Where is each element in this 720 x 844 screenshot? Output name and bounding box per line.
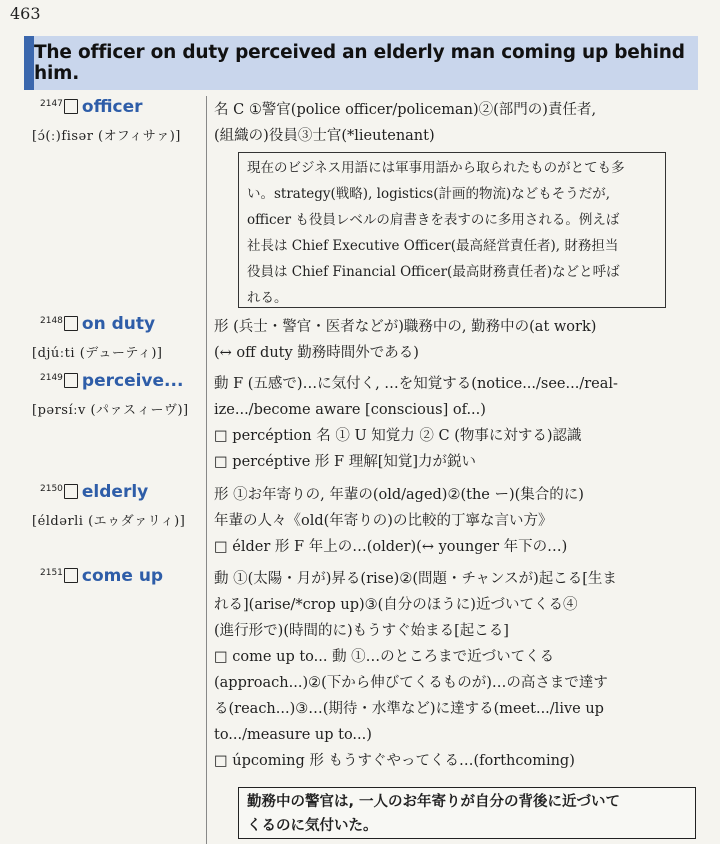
definition-elderly [214,482,668,560]
pronunciation: [éldərli (エゥダァリィ)] [32,514,186,529]
definition-line: る(reach...)③…(期待・水準など)に達する(meet.../live up [214,701,604,717]
headword: officer [81,97,143,117]
checkbox-icon[interactable] [64,373,78,388]
headword-come-up [40,566,163,586]
headword: come up [81,566,164,586]
definition-line: ize.../become aware [conscious] of...) [214,402,486,418]
checkbox-icon[interactable] [64,484,78,499]
checkbox-icon[interactable] [64,316,78,331]
translation-box [238,787,696,839]
definition-line: 年輩の人々《old(年寄りの)の比較的丁寧な言い方》 [214,513,553,529]
headword-perceive [40,371,183,391]
definition-line: 動 F (五感で)…に気付く, …を知覚する(notice.../see.../real- [214,376,618,392]
headword: perceive... [81,371,184,391]
headword-officer [40,97,143,117]
entry-number: 2147 [40,99,63,109]
note-line: れる。 [247,290,288,306]
definition-line: to.../measure up to...) [214,727,372,743]
definition-officer [214,97,668,149]
definition-line: れる](arise/*crop up)③(自分のほうに)近づいてくる④ [214,597,578,613]
note-line: い。strategy(戦略), logistics(計画的物流)などもそうだが, [247,186,611,202]
definition-line: 名 C ①警官(police officer/policeman)②(部門の)責任者, [214,102,597,118]
usage-note-box [238,152,666,308]
derivative-line: □ percéptive 形 F 理解[知覚]力が鋭い [214,454,477,470]
note-line: 現在のビジネス用語には軍事用語から取られたものがとても多 [247,160,625,176]
derivative-line: □ élder 形 F 年上の…(older)(↔ younger 年下の…) [214,539,568,555]
page-number: 463 [10,4,41,23]
definition-line: (↔ off duty 勤務時間外である) [214,345,419,361]
translation-line: 勤務中の警官は, 一人のお年寄りが自分の背後に近づいて [247,794,621,810]
entry-number: 2149 [40,373,63,383]
pronunciation: [pərsíːv (パァスィーヴ)] [32,403,189,418]
note-line: officer も役員レベルの肩書きを表すのに多用される。例えば [247,212,620,228]
definition-line: (進行形で)(時間的に)もうすぐ始まる[起こる] [214,623,509,639]
note-line: 社長は Chief Executive Officer(最高経営責任者), 財務担当 [247,238,619,254]
definition-line: 形 (兵士・警官・医者などが)職務中の, 勤務中の(at work) [214,319,597,335]
pronunciation: [djúːti (デューティ)] [32,346,163,361]
definition-line: 動 ①(太陽・月が)昇る(rise)②(問題・チャンスが)起こる[生ま [214,571,617,587]
headword-on-duty [40,314,155,334]
checkbox-icon[interactable] [64,99,78,114]
definition-come-up [214,566,668,774]
entry-number: 2148 [40,316,63,326]
headword-elderly [40,482,148,502]
column-divider [206,96,207,844]
definition-line: 形 ①お年寄りの, 年輩の(old/aged)②(the ー)(集合的に) [214,487,584,503]
checkbox-icon[interactable] [64,568,78,583]
headword: elderly [81,482,149,502]
headword: on duty [81,314,156,334]
example-sentence-banner [24,36,698,90]
definition-line: (組織の)役員③士官(*lieutenant) [214,128,435,144]
pronunciation: [ɔ́(ː)fisər (オフィサァ)] [32,129,181,144]
derivative-line: □ percéption 名 ① U 知覚力 ② C (物事に対する)認識 [214,428,582,444]
derivative-line: □ úpcoming 形 もうすぐやってくる…(forthcoming) [214,753,575,769]
definition-perceive [214,371,668,475]
note-line: 役員は Chief Financial Officer(最高財務責任者)などと呼ば [247,264,620,280]
entry-number: 2150 [40,484,63,494]
definition-line: (approach...)②(下から伸びてくるものが)…の高さまで達す [214,675,608,691]
translation-line: くるのに気付いた。 [247,818,378,834]
example-sentence: The officer on duty perceived an elderly man coming up behind him. [34,42,685,84]
entry-number: 2151 [40,568,63,578]
definition-on-duty [214,314,668,366]
derivative-line: □ come up to... 動 ①…のところまで近づいてくる [214,649,555,665]
